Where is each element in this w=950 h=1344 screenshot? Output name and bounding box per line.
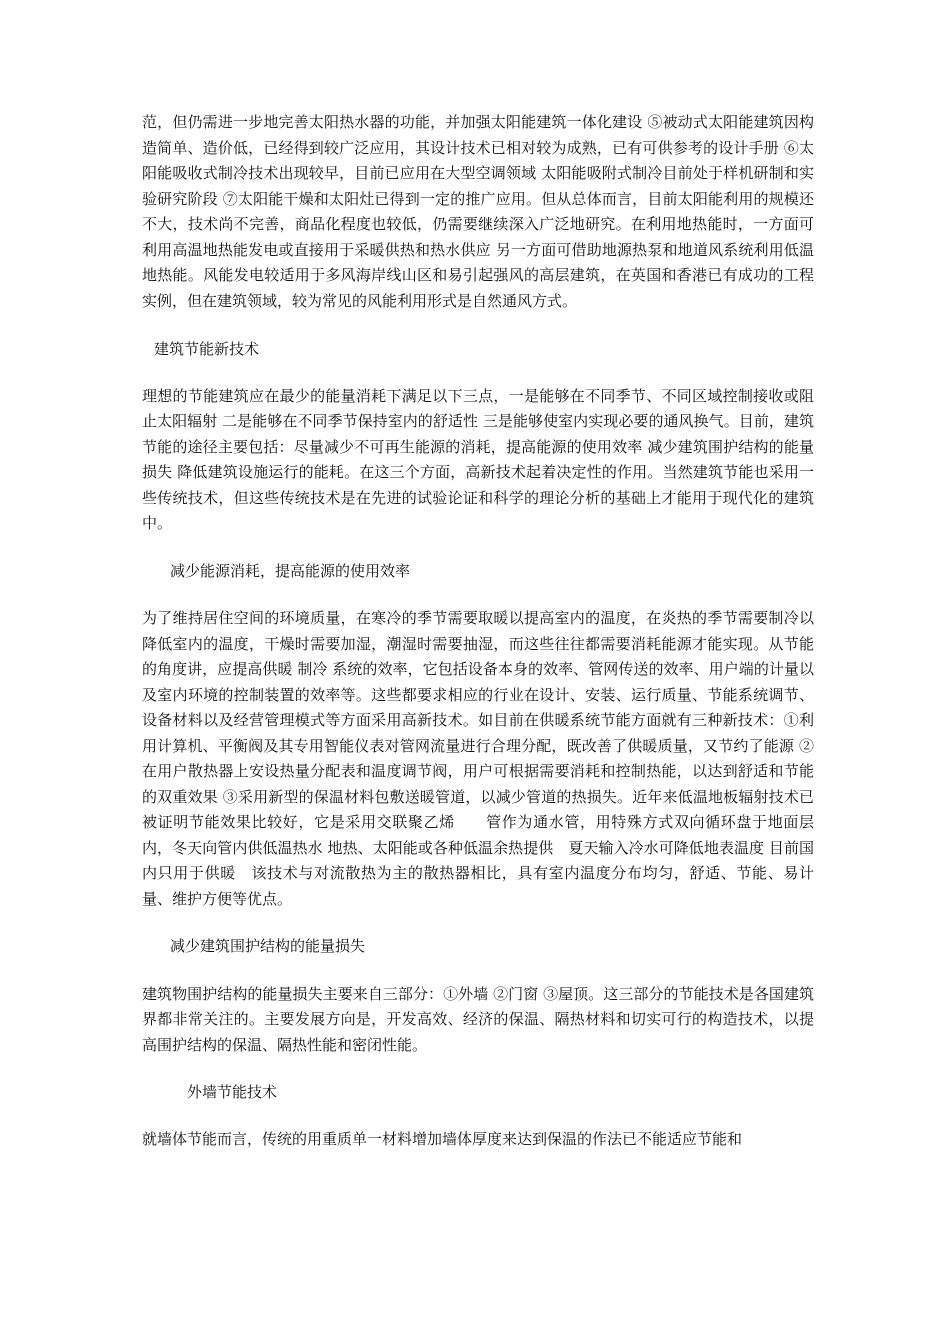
section-heading-energy-efficiency: 减少能源消耗，提高能源的使用效率 (170, 561, 411, 580)
document-body (142, 110, 814, 1152)
paragraph-heating-cooling: 为了维持居住空间的环境质量，在寒冷的季节需要取暖以提高室内的温度，在炎热的季节需要制冷以降低室内的温度，干燥时需要加湿，潮湿时需要抽湿，而这些往往都需要消耗能源才能实现。从节能的角度讲，应提高供暖 制冷 系统的效率，它包括设备本身的效率、管网传送的效率、用户端的计量以及室内环境的控制装置的效率等。这些都要求相应的行业在设计、安装、运行质量、节能系统调节、设备材料以及经营管理模式等方面采用高新技术。如目前在供暖系统节能方面就有三种新技术：①利用计算机、平衡阀及其专用智能仪表对管网流量进行合理分配，既改善了供暖质量，又节约了能源 ②在用户散热器上安设热量分配表和温度调节阀，用户可根据需要消耗和控制热能，以达到舒适和节能的双重效果 ③采用新型的保温材料包敷送暖管道，以减少管道的热损失。近年来低温地板辐射技术已被证明节能效果比较好，它是采用交联聚乙烯 管作为通水管，用特殊方式双向循环盘于地面层内，冬天向管内供低温热水 地热、太阳能或各种低温余热提供 夏天输入冷水可降低地表温度 目前国内只用于供暖 该技术与对流散热为主的散热器相比，具有室内温度分布均匀，舒适、节能、易计量、维护方便等优点。 (142, 609, 814, 908)
section-heading-exterior-wall: 外墙节能技术 (187, 1083, 278, 1101)
paragraph-wall-insulation: 就墙体节能而言，传统的用重质单一材料增加墙体厚度来达到保温的作法已不能适应节能和 (142, 1129, 743, 1148)
paragraph-solar-geothermal-wind: 范，但仍需进一步地完善太阳热水器的功能，并加强太阳能建筑一体化建设 ⑤被动式太阳能建筑因构造简单、造价低，已经得到较广泛应用，其设计技术已相对较为成熟，已有可供参考的设计手册 ⑥太阳能吸收式制冷技术出现较早，目前已应用在大型空调领域 太阳能吸附式制冷目前处于样机研制和实验研究阶段 ⑦太阳能干燥和太阳灶已得到一定的推广应用。但从总体而言，目前太阳能利用的规模还不大，技术尚不完善，商品化程度也较低，仍需要继续深入广泛地研究。在利用地热能时，一方面可利用高温地热能发电或直接用于采暖供热和热水供应 另一方面可借助地源热泵和地道风系统利用低温地热能。风能发电较适用于多风海岸线山区和易引起强风的高层建筑，在英国和香港已有成功的工程实例，但在建筑领域，较为常见的风能利用形式是自然通风方式。 (142, 113, 814, 310)
paragraph-envelope: 建筑物围护结构的能量损失主要来自三部分：①外墙 ②门窗 ③屋顶。这三部分的节能技术是各国建筑界都非常关注的。主要发展方向是，开发高效、经济的保温、隔热材料和切实可行的构造技术，以提高围护结构的保温、隔热性能和密闭性能。 (142, 984, 814, 1054)
paragraph-ideal-building: 理想的节能建筑应在最少的能量消耗下满足以下三点，一是能够在不同季节、不同区域控制接收或阻止太阳辐射 二是能够在不同季节保持室内的舒适性 三是能够使室内实现必要的通风换气。目前，建筑节能的途径主要包括：尽量减少不可再生能源的消耗，提高能源的使用效率 减少建筑围护结构的能量损失 降低建筑设施运行的能耗。在这三个方面，高新技术起着决定性的作用。当然建筑节能也采用一些传统技术，但这些传统技术是在先进的试验论证和科学的理论分析的基础上才能用于现代化的建筑中。 (142, 386, 814, 532)
section-heading-envelope-loss: 减少建筑围护结构的能量损失 (170, 937, 366, 955)
section-heading-new-tech: 建筑节能新技术 (154, 340, 260, 358)
